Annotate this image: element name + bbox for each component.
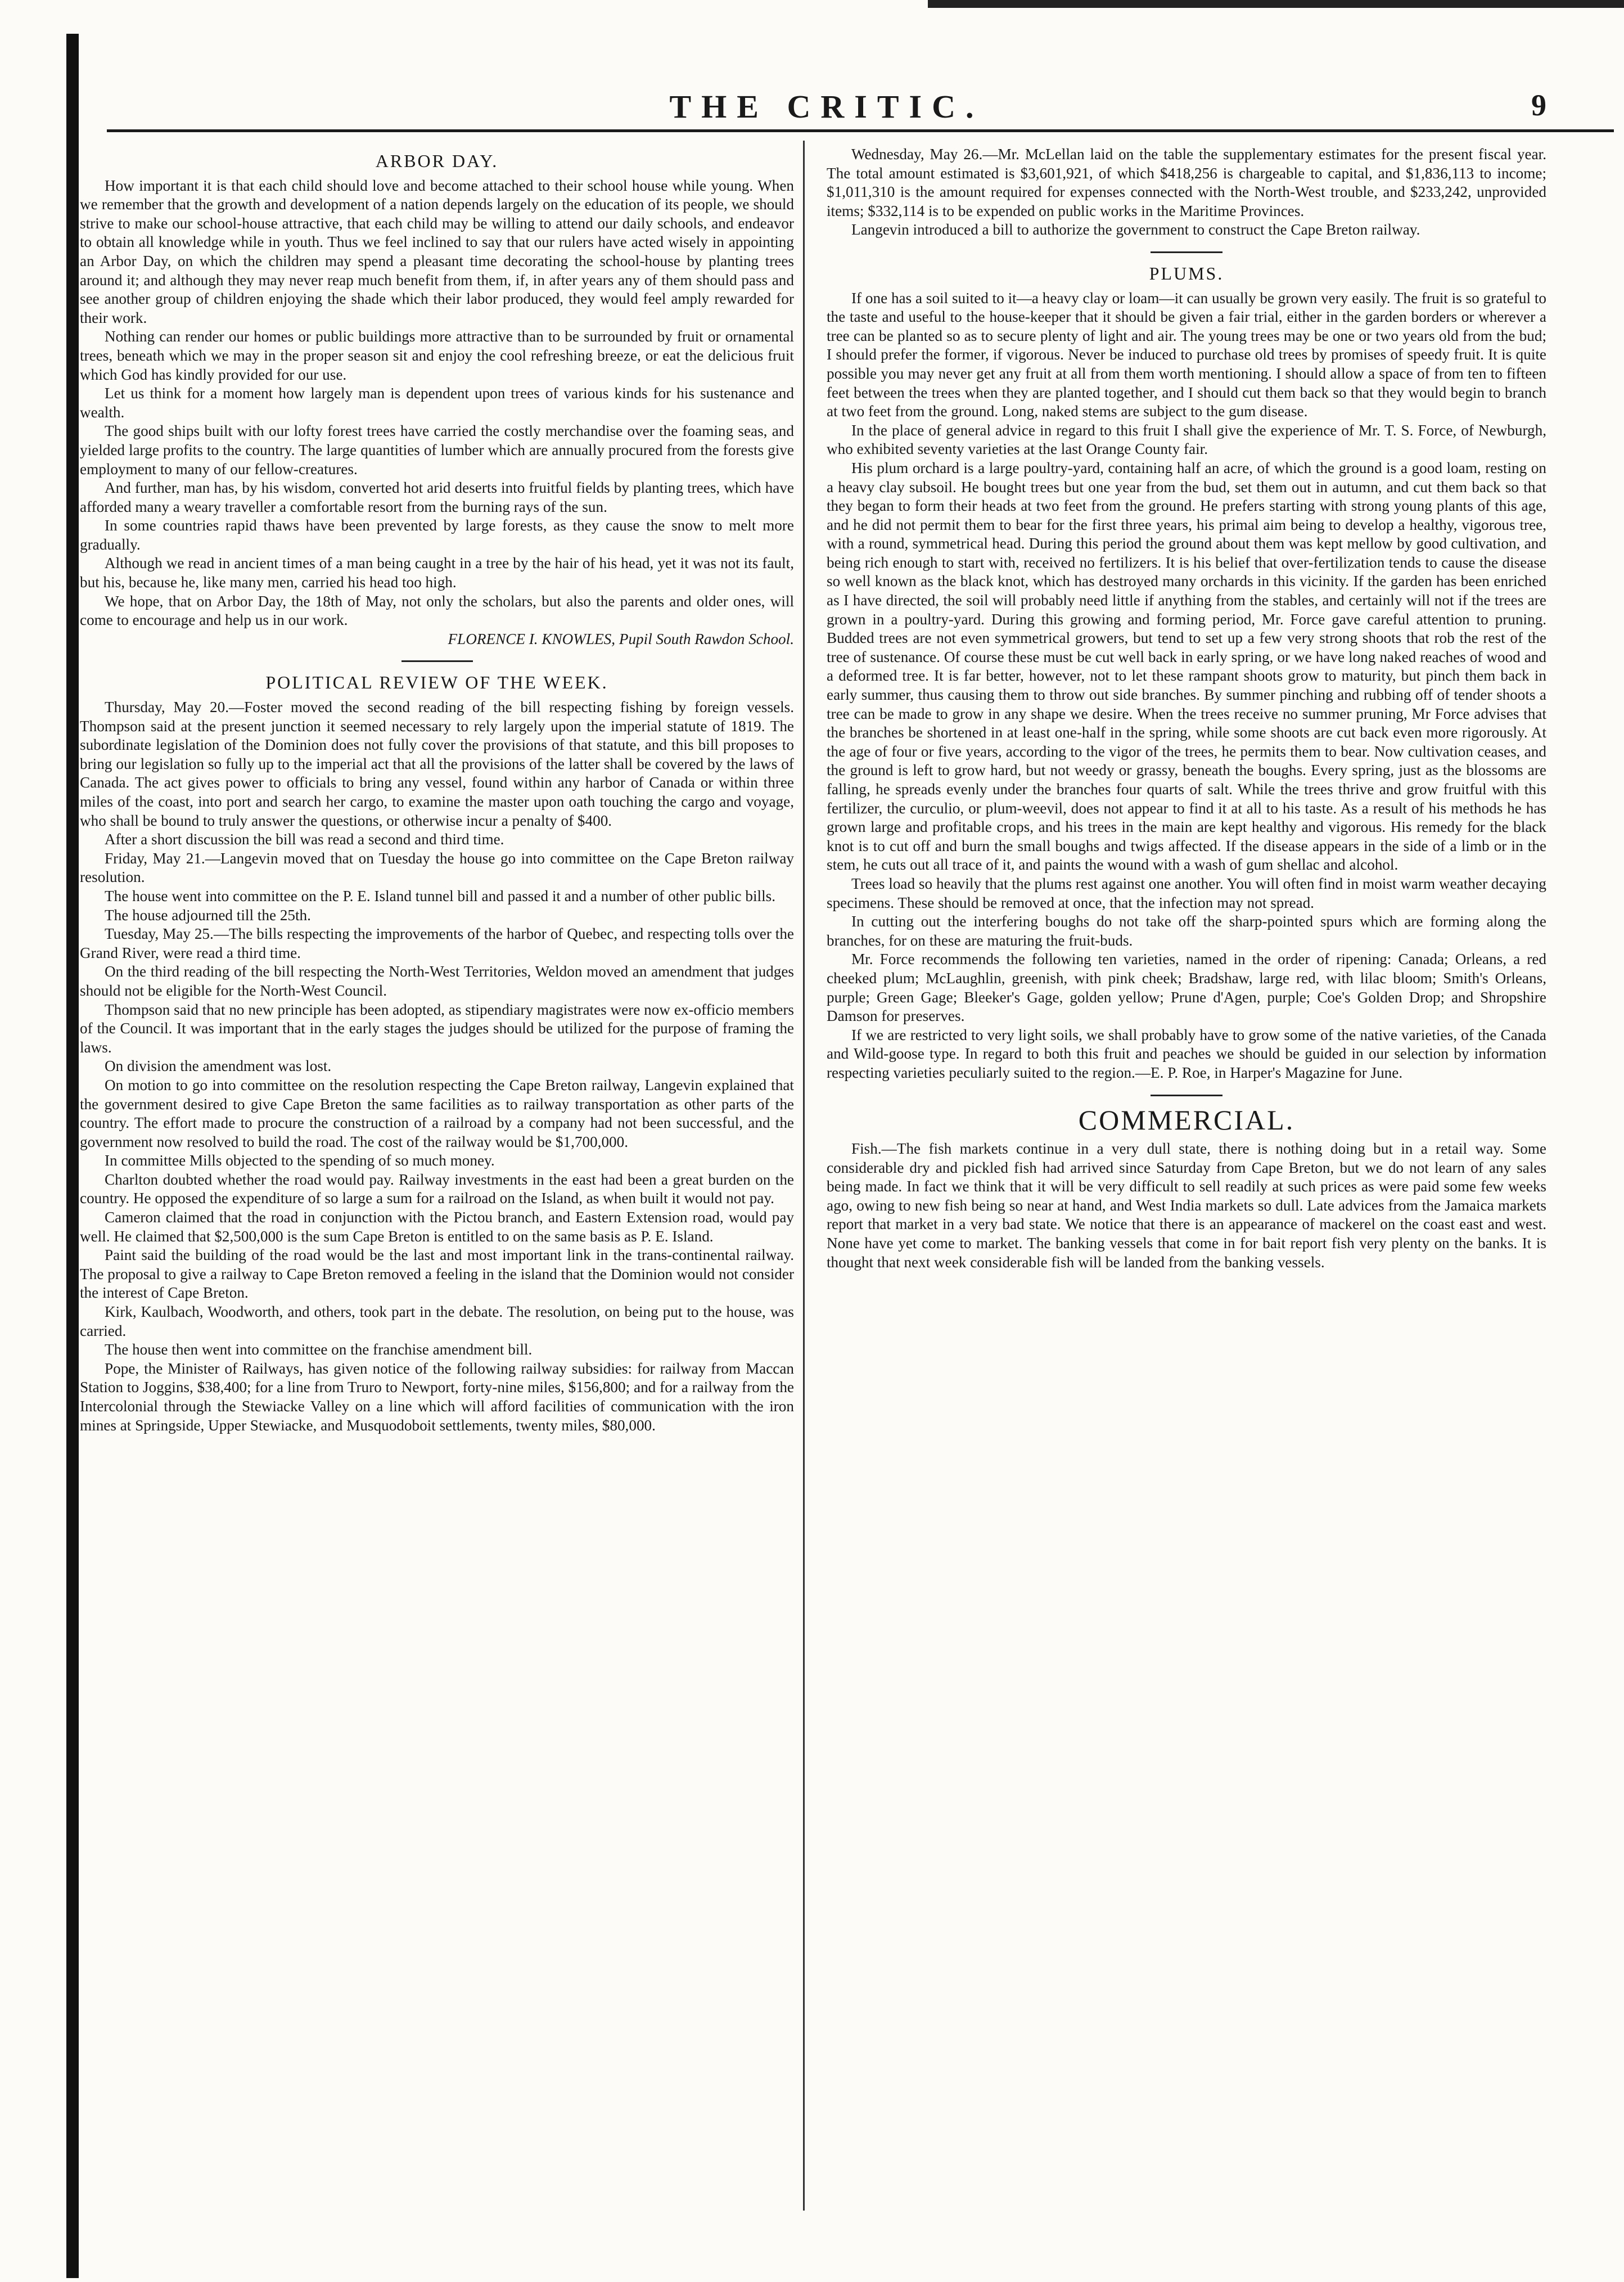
paragraph: How important it is that each child should love and become attached to their school house while young. When we remember that the growth and development of a nation depends largely on the education of its people, we should strive to make our school-house attractive, that each child may be willing to attend our daily schools, and endeavor to obtain all knowledge while in youth. Thus we feel inclined to say that our rulers have acted wisely in appointing an Arbor Day, on which the children may spend a pleasant time decorating the school-house by planting trees around it; and although they may never reap much benefit from them, if, in after years any of them should pass and see another group of children enjoying the shade which their labor produced, they would feel amply rewarded for their work. <box>80 177 794 326</box>
paragraph: If we are restricted to very light soils, we shall probably have to grow some of the native varieties, of the Canada and Wild-goose type. In regard to both this fruit and peaches we should be guided in our selection by information respecting varieties peculiarly suited to the region.—E. P. Roe, in Harper's Magazine for June. <box>827 1026 1546 1081</box>
arbor-day-article <box>80 177 794 630</box>
paragraph: After a short discussion the bill was read a second and third time. <box>105 831 504 848</box>
paragraph: And further, man has, by his wisdom, converted hot arid deserts into fruitful fields by planting trees, which have afforded many a weary traveller a comfortable resort from the burning rays of the sun. <box>80 479 794 515</box>
paragraph: The good ships built with our lofty forest trees have carried the costly merchandise over the foaming seas, and yielded large profits to the country. The large quantities of lumber which are annually procured from the forests give employment to many of our fellow-creatures. <box>80 422 794 478</box>
masthead <box>107 84 1546 129</box>
paragraph: Cameron claimed that the road in conjunction with the Pictou branch, and Eastern Extension road, would pay well. He claimed that $2,500,000 is the sum Cape Breton is entitled to on the same basis as P. E. Island. <box>80 1209 794 1245</box>
paragraph: Although we read in ancient times of a man being caught in a tree by the hair of his head, yet it was not its fault, but his, because he, like many men, carried his head too high. <box>80 555 794 591</box>
paragraph: Friday, May 21.—Langevin moved that on Tuesday the house go into committee on the Cape Breton railway resolution. <box>80 849 794 886</box>
paragraph: Pope, the Minister of Railways, has given notice of the following railway subsidies: for railway from Maccan Station to Joggins, $38,400; for a line from Truro to Newport, forty-nine miles, $156,800; and for a railway from the Intercolonial through the Stewiacke Valley on a line which will afford facilities of communication with the iron mines at Springside, Upper Stewiacke, and Musquodoboit settlements, twenty miles, $80,000. <box>80 1360 794 1434</box>
paragraph: Nothing can render our homes or public buildings more attractive than to be surrounded by fruit or ornamental trees, beneath which we may in the proper season sit and enjoy the cool refreshing breeze, or eat the delicious fruit which God has kindly provided for our use. <box>80 328 794 383</box>
paragraph: Paint said the building of the road would be the last and most important link in the trans-continental railway. The proposal to give a railway to Cape Breton removed a feeling in the island that the Dominion would not consider the interest of Cape Breton. <box>80 1246 794 1302</box>
paragraph: The house then went into committee on the franchise amendment bill. <box>105 1341 533 1358</box>
commercial-article <box>827 1140 1546 1272</box>
arbor-day-signature: FLORENCE I. KNOWLES, Pupil South Rawdon School. <box>448 630 794 647</box>
left-column <box>80 145 794 1435</box>
masthead-rule <box>107 129 1614 132</box>
paragraph: Thursday, May 20.—Foster moved the second reading of the bill respecting fishing by foreign vessels. Thompson said at the present junction it seemed necessary to rely largely upon the imperial statute of 1819. The subordinate legislation of the Dominion does not fully cover the provisions of that statute, and this bill proposes to bring our legislation so fully up to the imperial act that all the provisions of the latter shall be covered by the laws of Canada. The act gives power to officials to bring any vessel, found within any harbor of Canada or within three miles of the coast, into port and search her cargo, to examine the master upon oath touching the cargo and voyage, who shall be bound to truly answer the questions, or otherwise incur a penalty of $400. <box>80 699 794 829</box>
column-divider <box>803 141 805 2211</box>
paragraph: His plum orchard is a large poultry-yard, containing half an acre, of which the ground is a good loam, resting on a heavy clay subsoil. He bought trees but one year from the bud, set them out in autumn, and cut them back so that they began to form their heads at two feet from the ground. He prefers starting with strong young plants of this age, and he did not permit them to bear for the first three years, his primal aim being to develop a healthy, vigorous tree, with a round, symmetrical head. During this period the ground about them was kept mellow by good cultivation, and being rich enough to start with, received no fertilizers. It is his belief that over-fertilization tends to cause the disease so well known as the black knot, which has destroyed many orchards in this vicinity. If the garden has been enriched as I have directed, the soil will probably need little if anything from the stables, and certainly will not if the trees are grown in a poultry-yard. During this growing and forming period, Mr. Force gave careful attention to pruning. Budded trees are not even symmetrical growers, but tend to set up a few very strong shoots that rob the rest of the tree of sustenance. Of course these must be cut well back in early spring, or we have long naked reaches of wood and a deformed tree. It is far better, however, not to let these rampant shoots grow to maturity, but pinch them back in early summer, thus causing them to throw out side branches. By summer pinching and rubbing off of tender shoots a tree can be made to grow in any shape we desire. When the trees receive no summer pruning, Mr Force advises that the branches be shortened in at least one-half in the spring, while some shoots are cut back even more rigorously. At the age of four or five years, according to the vigor of the trees, he permits them to bear. Now cultivation ceases, and the ground is left to grow hard, but not weedy or grassy, beneath the boughs. Every spring, just as the blossoms are falling, he spreads evenly under the branches four quarts of salt. While the trees thrive and grow fruitful with this fertilizer, the curculio, or plum-weevil, does not appear to find it at all to his taste. As a result of his methods he has grown large and profitable crops, and his trees in the main are kept healthy and vigorous. His remedy for the black knot is to cut off and burn the small boughs and twigs affected. If the disease appears in the side of a limb or in the stem, he cuts out all trace of it, and paints the wound with a wash of gum shellac and alcohol. <box>827 459 1546 874</box>
right-column <box>827 145 1546 1272</box>
plums-article <box>827 289 1546 1083</box>
arbor-day-heading: ARBOR DAY. <box>375 151 499 171</box>
page-number: 9 <box>1531 88 1546 122</box>
paragraph: Thompson said that no new principle has been adopted, as stipendiary magistrates were now ex-officio members of the Council. It was important that in the early stages the judges should be utilized for the purpose of framing the laws. <box>80 1001 794 1056</box>
masthead-title: THE CRITIC. <box>669 88 984 125</box>
plums-heading: PLUMS. <box>1149 263 1224 283</box>
paragraph: Charlton doubted whether the road would pay. Railway investments in the east had been a great burden on the country. He opposed the expenditure of so large a sum for a railroad on the Island, as when built it would not pay. <box>80 1171 794 1207</box>
paragraph: If one has a soil suited to it—a heavy clay or loam—it can usually be grown very easily. The fruit is so grateful to the taste and useful to the house-keeper that it should be given a fair trial, either in the garden borders or wherever a tree can be planted so as to secure plenty of light and air. The young trees may be one or two years old from the bud; I should prefer the former, if vigorous. Never be induced to purchase old trees by promises of speedy fruit. It is quite possible you may never get any fruit at all from them worth mentioning. I should allow a space of from ten to fifteen feet between the trees when they are planted together, and I should cut them back so that they would begin to branch at two feet from the ground. Long, naked stems are subject to the gum disease. <box>827 289 1546 420</box>
paragraph: The house went into committee on the P. E. Island tunnel bill and passed it and a number of other public bills. <box>105 887 775 904</box>
paragraph: In cutting out the interfering boughs do not take off the sharp-pointed spurs which are forming along the branches, for on these are maturing the fruit-buds. <box>827 913 1546 949</box>
binding-edge <box>66 34 79 2278</box>
paragraph: On motion to go into committee on the resolution respecting the Cape Breton railway, Langevin explained that the government desired to give Cape Breton the same facilities as to railway transportation as other parts of the country. The effort made to procure the construction of a railroad by a company had not been successful, and the government now resolved to build the road. The cost of the railway would be $1,700,000. <box>80 1076 794 1150</box>
section-ornament <box>827 1090 1546 1101</box>
commercial-heading: COMMERCIAL. <box>1078 1104 1295 1136</box>
paragraph: On division the amendment was lost. <box>105 1057 332 1075</box>
paragraph: Langevin introduced a bill to authorize the government to construct the Cape Breton railway. <box>851 221 1420 238</box>
section-ornament <box>827 246 1546 258</box>
scan-edge-bar <box>928 0 1624 8</box>
paragraph: Kirk, Kaulbach, Woodworth, and others, took part in the debate. The resolution, on being put to the house, was carried. <box>80 1303 794 1339</box>
paragraph: Tuesday, May 25.—The bills respecting the improvements of the harbor of Quebec, and respecting tolls over the Grand River, were read a third time. <box>80 925 794 961</box>
political-review-continued <box>827 145 1546 240</box>
paragraph: Trees load so heavily that the plums rest against one another. You will often find in moist warm weather decaying specimens. These should be removed at once, that the infection may not spread. <box>827 875 1546 911</box>
paragraph: On the third reading of the bill respecting the North-West Territories, Weldon moved an amendment that judges should not be eligible for the North-West Council. <box>80 963 794 999</box>
paragraph: Fish.—The fish markets continue in a very dull state, there is nothing doing but in a retail way. Some considerable dry and pickled fish had arrived since Saturday from Cape Breton, but we do not learn of any sales being made. In fact we think that it will be very difficult to sell readily at such prices as were paid some few weeks ago, owing to new fish being so near at hand, and West India markets so dull. Late advices from the Jamaica markets report that market in a very bad state. We notice that there is an appearance of mackerel on the coast east and west. None have yet come to market. The banking vessels that come in for bait report fish very plenty on the banks. It is thought that next week considerable fish will be landed from the banking vessels. <box>827 1140 1546 1271</box>
paragraph: In the place of general advice in regard to this fruit I shall give the experience of Mr. T. S. Force, of Newburgh, who exhibited seventy varieties at the last Orange County fair. <box>827 421 1546 458</box>
paragraph: In some countries rapid thaws have been prevented by large forests, as they cause the snow to melt more gradually. <box>80 517 794 553</box>
paragraph: Wednesday, May 26.—Mr. McLellan laid on the table the supplementary estimates for the present fiscal year. The total amount estimated is $3,601,921, of which $418,256 is chargeable to capital, and $1,836,113 to income; $1,011,310 is the amount required for expenses connected with the North-West trouble, and $233,242, unprovided items; $332,114 is to be expended on public works in the Maritime Provinces. <box>827 146 1546 219</box>
section-ornament <box>80 655 794 667</box>
paragraph: In committee Mills objected to the spending of so much money. <box>105 1152 495 1169</box>
paragraph: Mr. Force recommends the following ten varieties, named in the order of ripening: Canada; Orleans, a red cheeked plum; McLaughlin, greenish, with pink cheek; Bradshaw, large red, with lilac bloom; Smith's Orleans, purple; Green Gage; Bleeker's Gage, golden yellow; Prune d'Agen, purple; Coe's Golden Drop; and Shropshire Damson for preserves. <box>827 951 1546 1025</box>
paragraph: The house adjourned till the 25th. <box>105 906 311 924</box>
political-review-heading: POLITICAL REVIEW OF THE WEEK. <box>265 672 608 693</box>
paragraph: Let us think for a moment how largely man is dependent upon trees of various kinds for his sustenance and wealth. <box>80 385 794 421</box>
political-review-article <box>80 698 794 1435</box>
paragraph: We hope, that on Arbor Day, the 18th of May, not only the scholars, but also the parents and older ones, will come to encourage and help us in our work. <box>80 592 794 629</box>
